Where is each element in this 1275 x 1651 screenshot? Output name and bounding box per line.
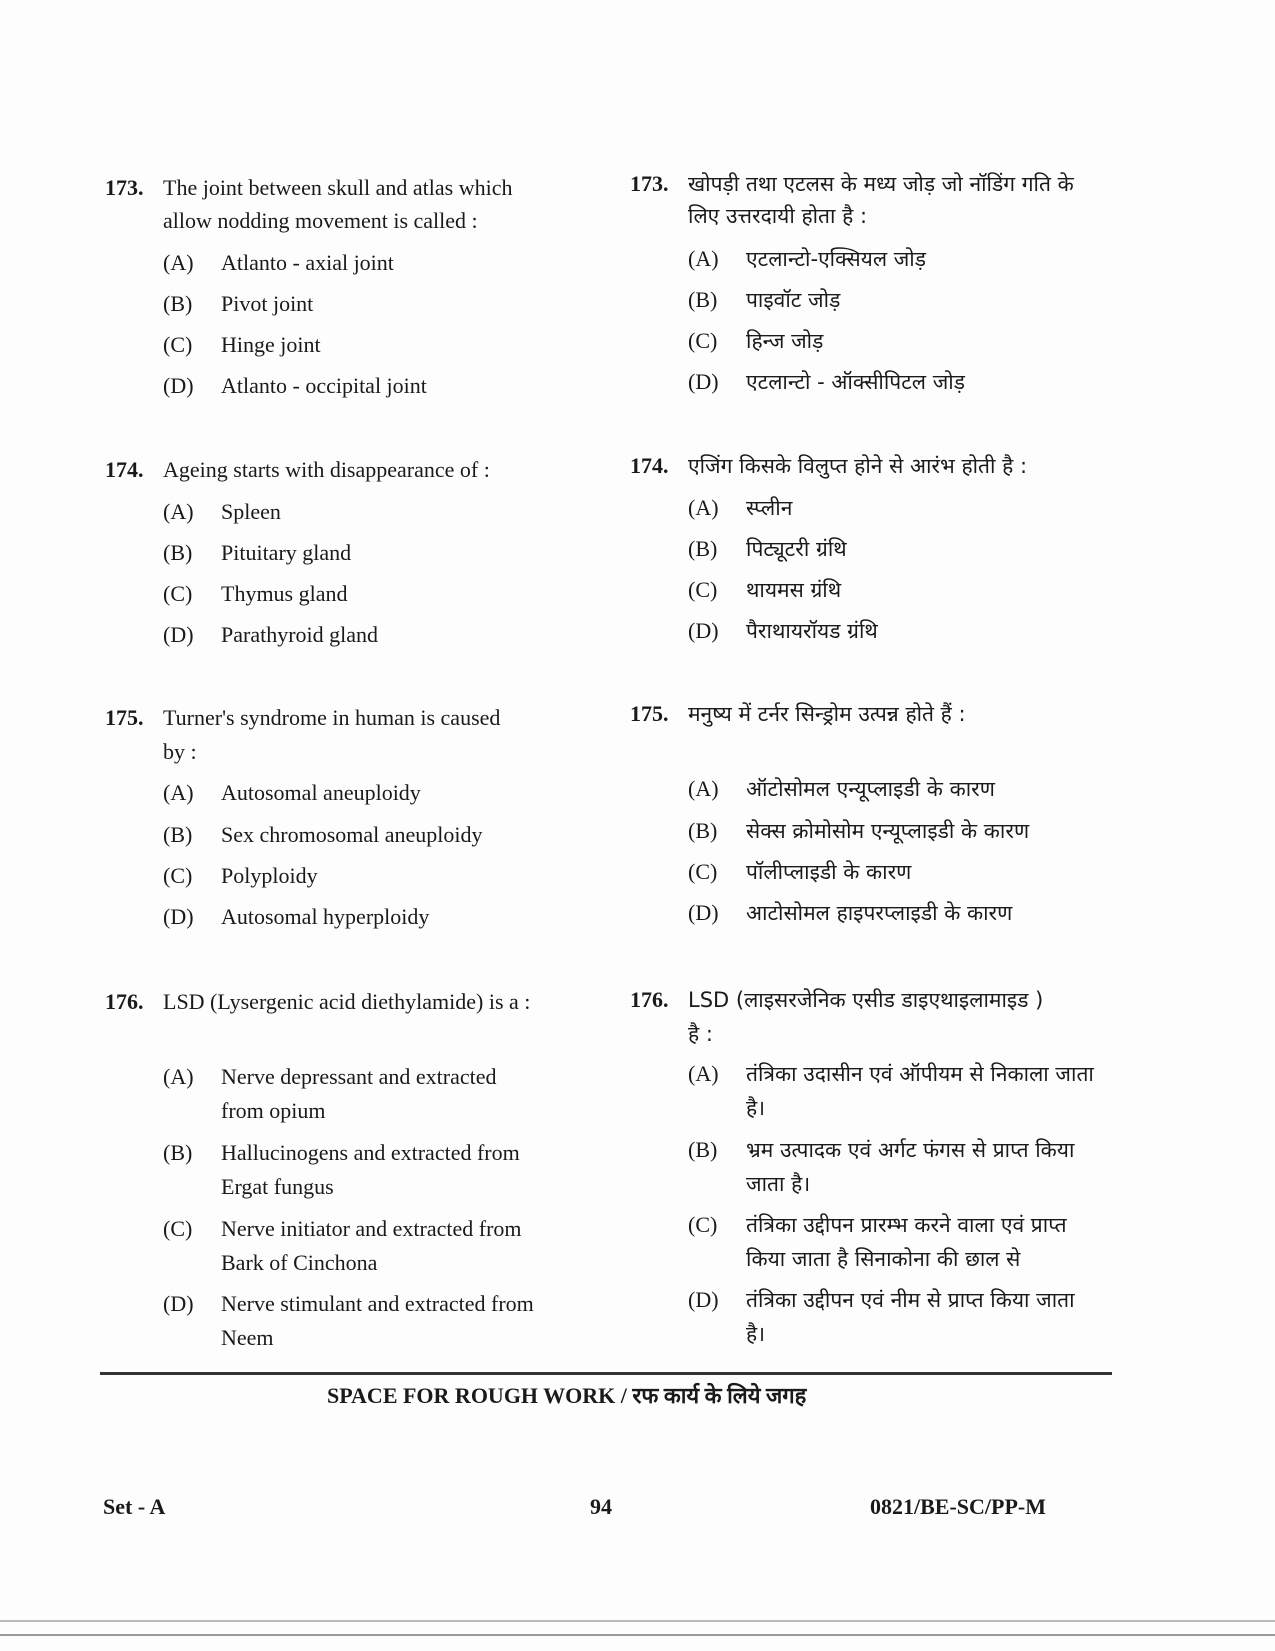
question-text-hi: लिए उत्तरदायी होता है : [688, 204, 868, 228]
option-text-en: Nerve stimulant and extracted from [221, 1291, 534, 1316]
option-text-en: Nerve initiator and extracted from [221, 1216, 522, 1241]
option-text-hi: तंत्रिका उद्दीपन एवं नीम से प्राप्त किया जाता [746, 1288, 1075, 1312]
option-label-hi: (A) [688, 495, 719, 520]
page-number: 94 [590, 1494, 612, 1519]
option-text-en: Pivot joint [221, 291, 314, 316]
option-label-hi: (A) [688, 1061, 719, 1086]
option-text-hi: तंत्रिका उदासीन एवं ऑपीयम से निकाला जाता [746, 1062, 1094, 1086]
option-text-hi: जाता है। [746, 1172, 811, 1196]
option-text-en: Hallucinogens and extracted from [221, 1140, 520, 1165]
option-text-en: Nerve depressant and extracted [221, 1064, 497, 1089]
question-number: 175. [630, 701, 669, 726]
scan-edge [0, 1620, 1275, 1622]
option-text-hi: हिन्ज जोड़ [746, 329, 824, 353]
paper-code: 0821/BE-SC/PP-M [870, 1494, 1046, 1519]
option-label-hi: (C) [688, 577, 718, 602]
option-label-en: (B) [163, 540, 193, 565]
option-label-hi: (C) [688, 328, 718, 353]
divider [100, 1372, 1112, 1375]
option-label-en: (A) [163, 1064, 194, 1089]
option-label-hi: (A) [688, 246, 719, 271]
option-label-hi: (D) [688, 618, 719, 643]
question-text-en: The joint between skull and atlas which [163, 175, 513, 200]
option-label-hi: (C) [688, 859, 718, 884]
question-number: 173. [630, 171, 669, 196]
question-number: 176. [105, 989, 144, 1014]
option-text-en: Polyploidy [221, 863, 318, 888]
option-text-en: Hinge joint [221, 332, 321, 357]
option-label-en: (D) [163, 1291, 194, 1316]
option-text-en: Thymus gland [221, 581, 348, 606]
option-label-en: (A) [163, 499, 194, 524]
option-text-hi: सेक्स क्रोमोसोम एन्यूप्लाइडी के कारण [746, 819, 1030, 843]
option-text-en: Spleen [221, 499, 281, 524]
option-text-hi: पैराथायरॉयड ग्रंथि [746, 619, 878, 643]
option-label-hi: (B) [688, 536, 718, 561]
question-text-en: allow nodding movement is called : [163, 208, 478, 233]
option-label-en: (C) [163, 581, 193, 606]
option-text-hi: किया जाता है सिनाकोना की छाल से [746, 1247, 1021, 1271]
option-label-en: (B) [163, 822, 193, 847]
question-text-en: by : [163, 739, 197, 764]
question-text-en: LSD (Lysergenic acid diethylamide) is a : [163, 989, 531, 1014]
option-label-en: (B) [163, 1140, 193, 1165]
option-text-en: Parathyroid gland [221, 622, 379, 647]
option-text-hi: आटोसोमल हाइपरप्लाइडी के कारण [746, 901, 1013, 925]
option-text-hi: स्प्लीन [746, 496, 793, 520]
option-label-hi: (B) [688, 287, 718, 312]
question-number: 174. [630, 453, 669, 478]
option-label-en: (D) [163, 373, 194, 398]
option-label-en: (A) [163, 780, 194, 805]
option-text-hi: ऑटोसोमल एन्यूप्लाइडी के कारण [746, 777, 995, 801]
option-label-hi: (B) [688, 1137, 718, 1162]
question-text-hi: एजिंग किसके विलुप्त होने से आरंभ होती है : [688, 454, 1028, 478]
option-text-hi: पिट्यूटरी ग्रंथि [746, 537, 847, 561]
option-text-hi: भ्रम उत्पादक एवं अर्गट फंगस से प्राप्त किया [746, 1138, 1075, 1162]
option-label-en: (B) [163, 291, 193, 316]
question-text-en: Turner's syndrome in human is caused [163, 705, 501, 730]
option-text-hi: है। [746, 1096, 766, 1120]
option-label-en: (D) [163, 622, 194, 647]
option-text-en: Ergat fungus [221, 1174, 334, 1199]
set-label: Set - A [103, 1494, 166, 1519]
option-text-en: Neem [221, 1325, 274, 1350]
option-label-hi: (D) [688, 369, 719, 394]
option-label-hi: (C) [688, 1212, 718, 1237]
option-text-en: Atlanto - occipital joint [221, 373, 427, 398]
option-text-en: Pituitary gland [221, 540, 352, 565]
option-text-en: from opium [221, 1098, 326, 1123]
question-text-hi: है : [688, 1022, 713, 1046]
option-text-hi: तंत्रिका उद्दीपन प्रारम्भ करने वाला एवं प्राप्त [746, 1213, 1067, 1237]
question-number: 174. [105, 457, 144, 482]
question-number: 176. [630, 987, 669, 1012]
question-text-hi: मनुष्य में टर्नर सिन्ड्रोम उत्पन्न होते हैं : [688, 702, 966, 726]
option-label-en: (C) [163, 863, 193, 888]
option-text-en: Autosomal aneuploidy [221, 780, 421, 805]
option-text-hi: है। [746, 1322, 766, 1346]
question-text-hi: खोपड़ी तथा एटलस के मध्य जोड़ जो नॉडिंग गति के [688, 172, 1074, 196]
option-text-hi: एटलान्टो-एक्सियल जोड़ [746, 247, 926, 271]
option-label-hi: (D) [688, 1287, 719, 1312]
option-text-en: Bark of Cinchona [221, 1250, 378, 1275]
option-text-en: Sex chromosomal aneuploidy [221, 822, 483, 847]
rough-work-label: SPACE FOR ROUGH WORK / रफ कार्य के लिये जगह [327, 1383, 807, 1408]
option-label-en: (D) [163, 904, 194, 929]
option-text-hi: पाइवॉट जोड़ [746, 288, 841, 312]
option-text-en: Atlanto - axial joint [221, 250, 394, 275]
option-label-hi: (A) [688, 776, 719, 801]
option-text-hi: थायमस ग्रंथि [746, 578, 842, 602]
option-label-hi: (D) [688, 900, 719, 925]
option-label-hi: (B) [688, 818, 718, 843]
option-label-en: (A) [163, 250, 194, 275]
question-text-en: Ageing starts with disappearance of : [163, 457, 490, 482]
option-text-en: Autosomal hyperploidy [221, 904, 430, 929]
scan-edge [0, 1634, 1275, 1636]
question-text-hi: LSD (लाइसरजेनिक एसीड डाइएथाइलामाइड ) [688, 988, 1044, 1012]
question-number: 175. [105, 705, 144, 730]
option-label-en: (C) [163, 1216, 193, 1241]
option-text-hi: पॉलीप्लाइडी के कारण [746, 860, 912, 884]
option-text-hi: एटलान्टो - ऑक्सीपिटल जोड़ [746, 370, 965, 394]
option-label-en: (C) [163, 332, 193, 357]
question-number: 173. [105, 175, 144, 200]
